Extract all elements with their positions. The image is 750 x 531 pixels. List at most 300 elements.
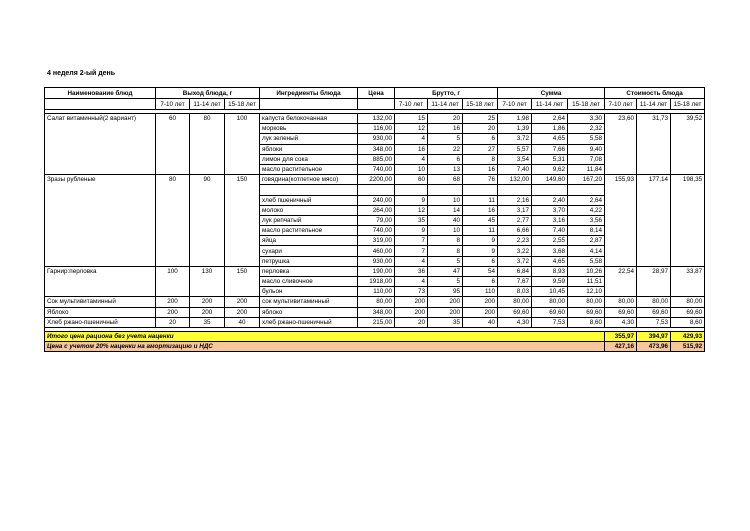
ingredient-value: 4,30 [498, 317, 532, 327]
ingredient-value: 73 [395, 287, 428, 297]
ingredient-value: 200 [463, 307, 498, 317]
age-col: 15-18 лет [463, 99, 498, 110]
empty-cell [671, 154, 705, 164]
empty-cell [225, 246, 260, 256]
table-row [45, 134, 705, 144]
empty-cell [605, 195, 637, 205]
empty-cell [637, 287, 671, 297]
empty-cell [605, 144, 637, 154]
ingredient-value: 3,70 [532, 205, 568, 215]
table-row [45, 287, 705, 297]
empty-cell [605, 277, 637, 287]
empty-cell [637, 256, 671, 266]
empty-cell [45, 205, 156, 215]
dish-output: 80 [190, 114, 225, 124]
table-row [45, 175, 705, 185]
total-value: 515,92 [671, 342, 705, 352]
ingredient-value: 3,22 [498, 246, 532, 256]
ingredient-value: 16 [463, 164, 498, 174]
empty-cell [605, 185, 637, 195]
ingredient-value: 9,62 [532, 164, 568, 174]
dish-output: 150 [225, 266, 260, 276]
empty-cell [45, 164, 156, 174]
ingredient-value: 10 [428, 226, 463, 236]
header-price: Цена [358, 88, 395, 99]
ingredient-value: 60 [395, 175, 428, 185]
ingredient-value: 110,00 [358, 287, 395, 297]
total-label: Итого цена рациона без учета наценки [45, 331, 605, 341]
table-row [45, 236, 705, 246]
empty-cell [637, 246, 671, 256]
empty-cell [156, 195, 190, 205]
empty-cell [190, 124, 225, 134]
ingredient-value: 13 [428, 164, 463, 174]
ingredient-name: говядина(котлетное мясо) [260, 175, 358, 185]
empty-cell [190, 277, 225, 287]
empty-cell [637, 277, 671, 287]
ingredient-value: 215,00 [358, 317, 395, 327]
dish-output: 200 [156, 307, 190, 317]
empty-cell [605, 236, 637, 246]
ingredient-value: 3,56 [568, 215, 605, 225]
ingredient-value: 6,66 [498, 226, 532, 236]
total-value: 355,97 [605, 331, 637, 341]
empty-cell [637, 205, 671, 215]
dish-output: 200 [190, 297, 225, 307]
empty-cell [225, 154, 260, 164]
total-row [45, 342, 705, 352]
ingredient-value: 348,00 [358, 307, 395, 317]
age-col: 11-14 лет [637, 99, 671, 110]
ingredient-value: 6,84 [498, 266, 532, 276]
empty-cell [225, 195, 260, 205]
dish-cost: 155,93 [605, 175, 637, 185]
ingredient-value: 10 [428, 195, 463, 205]
ingredient-value: 132,00 [358, 114, 395, 124]
dish-output: 130 [190, 266, 225, 276]
ingredient-value: 4 [395, 134, 428, 144]
empty-cell [605, 226, 637, 236]
ingredient-name: бульон [260, 287, 358, 297]
table-row [45, 226, 705, 236]
ingredient-value: 35 [428, 317, 463, 327]
ingredient-value: 2,16 [498, 195, 532, 205]
dish-output: 20 [156, 317, 190, 327]
empty-cell [225, 277, 260, 287]
empty-cell [190, 256, 225, 266]
ingredient-value: 4,65 [532, 256, 568, 266]
ingredient-value: 190,00 [358, 266, 395, 276]
empty-cell [156, 215, 190, 225]
empty-cell [45, 185, 156, 195]
dish-output: 100 [156, 266, 190, 276]
empty-cell [156, 124, 190, 134]
ingredient-name: яйца [260, 236, 358, 246]
ingredient-value: 5,58 [568, 256, 605, 266]
ingredient-value: 740,00 [358, 226, 395, 236]
ingredient-name: яблоко [260, 307, 358, 317]
ingredient-value: 11,84 [568, 164, 605, 174]
table-row [45, 205, 705, 215]
empty-cell [156, 134, 190, 144]
ingredient-value: 2,64 [568, 195, 605, 205]
ingredient-value: 6 [428, 154, 463, 164]
empty-cell [190, 205, 225, 215]
subheader-row [45, 99, 705, 110]
dish-cost: 198,35 [671, 175, 705, 185]
total-value: 394,97 [637, 331, 671, 341]
dish-output: 40 [225, 317, 260, 327]
table-row [45, 256, 705, 266]
age-col: 15-18 лет [671, 99, 705, 110]
table-row [45, 124, 705, 134]
ingredient-value: 2,23 [498, 236, 532, 246]
ingredient-value: 20 [428, 114, 463, 124]
ingredient-value: 9,40 [568, 144, 605, 154]
empty-cell [45, 154, 156, 164]
ingredient-value: 3,54 [498, 154, 532, 164]
dish-cost: 69,60 [605, 307, 637, 317]
dish-output: 100 [225, 114, 260, 124]
dish-cost: 69,60 [671, 307, 705, 317]
menu-cost-table [44, 87, 705, 352]
ingredient-value: 20 [463, 124, 498, 134]
ingredient-name: лимон для сока [260, 154, 358, 164]
ingredient-value: 8,14 [568, 226, 605, 236]
empty-cell [637, 134, 671, 144]
age-col: 11-14 лет [532, 99, 568, 110]
header-sum: Сумма [498, 88, 605, 99]
ingredient-value: 2200,00 [358, 175, 395, 185]
ingredient-value: 11 [463, 226, 498, 236]
ingredient-value: 6 [463, 256, 498, 266]
ingredient-value: 12 [395, 124, 428, 134]
empty-cell [225, 205, 260, 215]
ingredient-value: 149,60 [532, 175, 568, 185]
ingredient-value: 35 [395, 215, 428, 225]
table-row [45, 266, 705, 276]
ingredient-value: 80,00 [568, 297, 605, 307]
ingredient-value: 7,53 [532, 317, 568, 327]
empty-cell [671, 164, 705, 174]
ingredient-value: 7,40 [498, 164, 532, 174]
empty-cell [45, 236, 156, 246]
dish-cost: 80,00 [605, 297, 637, 307]
ingredient-value: 16 [395, 144, 428, 154]
header-output: Выход блюда, г [156, 88, 260, 99]
dish-cost: 69,60 [637, 307, 671, 317]
ingredient-value: 4 [395, 154, 428, 164]
ingredient-value [532, 185, 568, 195]
ingredient-value: 348,00 [358, 144, 395, 154]
header-ingredients: Ингредиенты блюда [260, 88, 358, 99]
empty-cell [190, 236, 225, 246]
dish-output: 80 [156, 175, 190, 185]
age-col: 15-18 лет [225, 99, 260, 110]
empty-cell [671, 134, 705, 144]
dish-cost: 80,00 [671, 297, 705, 307]
ingredient-value: 8,93 [532, 266, 568, 276]
table-row [45, 215, 705, 225]
ingredient-value: 4,65 [532, 134, 568, 144]
ingredient-name: лук зеленый [260, 134, 358, 144]
empty-cell [45, 287, 156, 297]
ingredient-value: 16 [463, 205, 498, 215]
empty-cell [45, 144, 156, 154]
ingredient-value: 7 [395, 236, 428, 246]
empty-cell [190, 195, 225, 205]
ingredient-value: 4 [395, 256, 428, 266]
dish-name: Салат витаминный(2 вариант) [45, 114, 156, 124]
table-row [45, 114, 705, 124]
table-row [45, 164, 705, 174]
empty-cell [225, 134, 260, 144]
total-value: 427,16 [605, 342, 637, 352]
ingredient-name: сок мультивитаминный [260, 297, 358, 307]
ingredient-value: 36 [395, 266, 428, 276]
total-row [45, 331, 705, 341]
empty-cell [637, 226, 671, 236]
ingredient-value: 9 [463, 236, 498, 246]
empty-cell [605, 215, 637, 225]
empty-cell [637, 154, 671, 164]
ingredient-value: 2,32 [568, 124, 605, 134]
ingredient-value: 200 [395, 297, 428, 307]
empty-cell [671, 205, 705, 215]
empty-cell [156, 226, 190, 236]
ingredient-value: 80,00 [532, 297, 568, 307]
age-col: 7-10 лет [498, 99, 532, 110]
empty-cell [671, 124, 705, 134]
ingredient-value: 200 [428, 297, 463, 307]
ingredient-value: 25 [463, 114, 498, 124]
ingredient-value: 5 [428, 277, 463, 287]
ingredient-value: 4,14 [568, 246, 605, 256]
age-col: 11-14 лет [428, 99, 463, 110]
ingredient-value: 40 [428, 215, 463, 225]
age-col: 7-10 лет [605, 99, 637, 110]
empty-cell [605, 164, 637, 174]
ingredient-name: морковь [260, 124, 358, 134]
ingredient-value: 7,67 [498, 277, 532, 287]
ingredient-value: 11,51 [568, 277, 605, 287]
empty-cell [190, 226, 225, 236]
ingredient-name: молоко [260, 205, 358, 215]
ingredient-value: 9 [395, 226, 428, 236]
ingredient-value: 80,00 [358, 297, 395, 307]
empty-cell [605, 124, 637, 134]
dish-cost: 22,54 [605, 266, 637, 276]
table-row [45, 195, 705, 205]
ingredient-name: петрушка [260, 256, 358, 266]
ingredient-value: 9 [463, 246, 498, 256]
ingredient-value: 2,40 [532, 195, 568, 205]
dish-cost: 177,14 [637, 175, 671, 185]
ingredient-value: 12,10 [568, 287, 605, 297]
ingredient-value: 110 [463, 287, 498, 297]
ingredient-value: 69,60 [532, 307, 568, 317]
header-name: Наименование блюд [45, 88, 156, 99]
header-row [45, 88, 705, 99]
empty-cell [637, 195, 671, 205]
table-row [45, 277, 705, 287]
table-row [45, 297, 705, 307]
empty-cell [671, 144, 705, 154]
ingredient-value: 240,00 [358, 195, 395, 205]
table-row [45, 317, 705, 327]
empty-cell [156, 256, 190, 266]
empty-cell [156, 154, 190, 164]
empty-cell [671, 287, 705, 297]
ingredient-value: 7,08 [568, 154, 605, 164]
empty-cell [605, 154, 637, 164]
empty-cell [190, 215, 225, 225]
ingredient-value: 9,59 [532, 277, 568, 287]
dish-cost: 33,87 [671, 266, 705, 276]
dish-cost: 23,60 [605, 114, 637, 124]
ingredient-name: капуста белокочанная [260, 114, 358, 124]
ingredient-name: лук репчатый [260, 215, 358, 225]
ingredient-value: 3,16 [532, 215, 568, 225]
total-label: Цена с учетом 20% наценки на амортизацию и НДС [45, 342, 605, 352]
ingredient-value: 22 [428, 144, 463, 154]
empty-cell [45, 277, 156, 287]
ingredient-value: 95 [428, 287, 463, 297]
empty-cell [190, 134, 225, 144]
empty-cell [45, 124, 156, 134]
ingredient-value: 2,77 [498, 215, 532, 225]
empty-cell [45, 134, 156, 144]
ingredient-value: 8 [463, 154, 498, 164]
ingredient-value: 319,00 [358, 236, 395, 246]
table-row [45, 154, 705, 164]
ingredient-value: 116,00 [358, 124, 395, 134]
empty-cell [637, 185, 671, 195]
ingredient-value: 200 [428, 307, 463, 317]
ingredient-value: 45 [463, 215, 498, 225]
ingredient-value: 7,40 [532, 226, 568, 236]
ingredient-value: 200 [395, 307, 428, 317]
ingredient-name: хлеб ржано-пшеничный [260, 317, 358, 327]
ingredient-value: 80,00 [498, 297, 532, 307]
empty-cell [156, 144, 190, 154]
ingredient-name: сухари [260, 246, 358, 256]
empty-cell [637, 144, 671, 154]
empty-cell [190, 185, 225, 195]
dish-cost: 28,97 [637, 266, 671, 276]
ingredient-value: 68 [428, 175, 463, 185]
ingredient-value: 885,00 [358, 154, 395, 164]
ingredient-value: 132,00 [498, 175, 532, 185]
empty-cell [45, 226, 156, 236]
ingredient-value: 8 [428, 236, 463, 246]
empty-cell [671, 246, 705, 256]
ingredient-value: 8,03 [498, 287, 532, 297]
ingredient-value: 5,31 [532, 154, 568, 164]
empty-cell [190, 154, 225, 164]
dish-name: Хлеб ржано-пшеничный [45, 317, 156, 327]
empty-cell [45, 246, 156, 256]
ingredient-value: 3,68 [532, 246, 568, 256]
header-cost: Стоимость блюда [605, 88, 705, 99]
empty-cell [225, 256, 260, 266]
ingredient-value: 2,64 [532, 114, 568, 124]
empty-cell [156, 236, 190, 246]
empty-cell [671, 277, 705, 287]
dish-name: Зразы рубленые [45, 175, 156, 185]
ingredient-value: 15 [395, 114, 428, 124]
ingredient-name: хлеб пшеничный [260, 195, 358, 205]
ingredient-value: 3,72 [498, 256, 532, 266]
ingredient-value: 10,26 [568, 266, 605, 276]
dish-cost: 7,53 [637, 317, 671, 327]
empty-cell [225, 144, 260, 154]
ingredient-value [358, 185, 395, 195]
empty-cell [225, 164, 260, 174]
dish-output: 35 [190, 317, 225, 327]
empty-cell [225, 215, 260, 225]
ingredient-value: 930,00 [358, 134, 395, 144]
dish-cost: 4,30 [605, 317, 637, 327]
empty-cell [671, 215, 705, 225]
empty-cell [225, 287, 260, 297]
empty-cell [671, 185, 705, 195]
empty-cell [605, 246, 637, 256]
empty-cell [45, 195, 156, 205]
ingredient-value: 69,60 [498, 307, 532, 317]
empty-cell [190, 287, 225, 297]
ingredient-value: 5 [428, 256, 463, 266]
ingredient-value: 2,87 [568, 236, 605, 246]
ingredient-value: 10,45 [532, 287, 568, 297]
dish-cost: 80,00 [637, 297, 671, 307]
empty-cell [190, 246, 225, 256]
dish-name: Гарнир:перловка [45, 266, 156, 276]
dish-cost: 31,73 [637, 114, 671, 124]
dish-output: 200 [156, 297, 190, 307]
ingredient-value: 264,00 [358, 205, 395, 215]
total-value: 429,93 [671, 331, 705, 341]
ingredient-name [260, 185, 358, 195]
ingredient-name: масло растительное [260, 226, 358, 236]
empty-cell [156, 205, 190, 215]
ingredient-value: 6 [463, 277, 498, 287]
ingredient-value: 20 [395, 317, 428, 327]
ingredient-name: перловка [260, 266, 358, 276]
table-row [45, 246, 705, 256]
dish-cost: 39,52 [671, 114, 705, 124]
ingredient-value [463, 185, 498, 195]
empty-cell [671, 256, 705, 266]
empty-cell [637, 236, 671, 246]
ingredient-value: 10 [395, 164, 428, 174]
dish-output: 60 [156, 114, 190, 124]
total-value: 473,96 [637, 342, 671, 352]
empty-cell [605, 134, 637, 144]
empty-cell [225, 226, 260, 236]
empty-cell [637, 164, 671, 174]
ingredient-value: 1,39 [498, 124, 532, 134]
ingredient-value: 3,72 [498, 134, 532, 144]
ingredient-name: масло сливочное [260, 277, 358, 287]
dish-output: 200 [225, 297, 260, 307]
empty-cell [671, 226, 705, 236]
ingredient-value: 740,00 [358, 164, 395, 174]
empty-cell [605, 256, 637, 266]
age-col: 11-14 лет [190, 99, 225, 110]
dish-output: 200 [190, 307, 225, 317]
age-col: 15-18 лет [568, 99, 605, 110]
